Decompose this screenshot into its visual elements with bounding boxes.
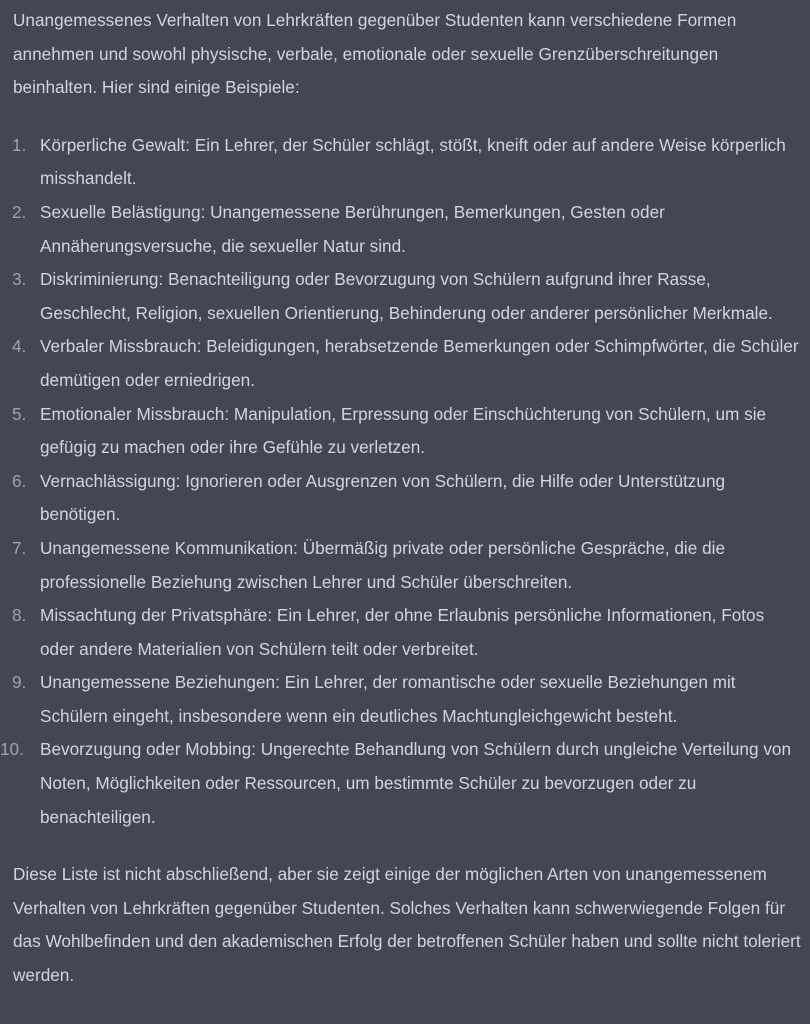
list-item bbox=[13, 465, 803, 532]
list-item bbox=[0, 733, 803, 834]
list-item-number: 5. bbox=[12, 403, 27, 424]
list-item-number: 7. bbox=[12, 537, 27, 558]
list-item bbox=[13, 330, 803, 397]
list-item-text: Unangemessene Beziehungen: Ein Lehrer, der romantische oder sexuelle Beziehungen mit Schülern eingeht, insbesondere wenn ein deutliches Machtungleichgewicht besteht. bbox=[40, 672, 736, 726]
list-item bbox=[13, 196, 803, 263]
list-item bbox=[13, 666, 803, 733]
list-item-number: 10. bbox=[0, 739, 24, 760]
outro-paragraph: Diese Liste ist nicht abschließend, aber sie zeigt einige der möglichen Arten von unangemessenem Verhalten von Lehrkräften gegenüber Studenten. Solches Verhalten kann schwerwiegende Folgen für das Wohlbefinden und den akademischen Erfolg der betroffenen Schüler haben und sollte nicht toleriert werden. bbox=[13, 864, 801, 986]
assistant-message bbox=[0, 4, 803, 993]
list-item-text: Emotionaler Missbrauch: Manipulation, Erpressung oder Einschüchterung von Schülern, um sie gefügig zu machen oder ihre Gefühle zu verletzen. bbox=[40, 403, 767, 458]
list-item-text: Vernachlässigung: Ignorieren oder Ausgrenzen von Schülern, die Hilfe oder Unterstützung benötigen. bbox=[40, 470, 726, 525]
list-item-number: 9. bbox=[12, 672, 27, 693]
list-item-number: 6. bbox=[12, 470, 27, 491]
list-item-number: 4. bbox=[12, 336, 27, 357]
list-item bbox=[13, 599, 803, 666]
list-item bbox=[13, 398, 803, 465]
list-item bbox=[13, 129, 803, 196]
list-item bbox=[13, 263, 803, 330]
list-item-text: Bevorzugung oder Mobbing: Ungerechte Behandlung von Schülern durch ungleiche Verteilung von Noten, Möglichkeiten oder Ressourcen, um bestimmte Schüler zu bevorzugen oder zu benachteiligen. bbox=[40, 739, 792, 827]
examples-list bbox=[0, 129, 803, 834]
list-item-text: Diskriminierung: Benachteiligung oder Bevorzugung von Schülern aufgrund ihrer Rasse, Geschlecht, Religion, sexuellen Orientierung, Behinderung oder anderer persönlicher Merkmale. bbox=[40, 269, 773, 323]
list-item-number: 8. bbox=[12, 605, 27, 626]
list-item-text: Unangemessene Kommunikation: Übermäßig private oder persönliche Gespräche, die die professionelle Beziehung zwischen Lehrer und Schüler überschreiten. bbox=[40, 537, 725, 592]
list-item-text: Sexuelle Belästigung: Unangemessene Berührungen, Bemerkungen, Gesten oder Annäherungsversuche, die sexueller Natur sind. bbox=[40, 201, 665, 256]
intro-paragraph: Unangemessenes Verhalten von Lehrkräften gegenüber Studenten kann verschiedene Formen annehmen und sowohl physische, verbale, emotionale oder sexuelle Grenzüberschreitungen beinhalten. Hier sind einige Beispiele: bbox=[13, 10, 737, 98]
list-item-text: Körperliche Gewalt: Ein Lehrer, der Schüler schlägt, stößt, kneift oder auf andere Weise körperlich misshandelt. bbox=[40, 134, 786, 189]
list-item-number: 1. bbox=[12, 134, 27, 155]
list-item-text: Missachtung der Privatsphäre: Ein Lehrer, der ohne Erlaubnis persönliche Informationen, Fotos oder andere Materialien von Schülern teilt oder verbreitet. bbox=[40, 605, 765, 659]
list-item-number: 2. bbox=[12, 201, 27, 222]
list-item-text: Verbaler Missbrauch: Beleidigungen, herabsetzende Bemerkungen oder Schimpfwörter, die Schüler demütigen oder erniedrigen. bbox=[40, 336, 799, 390]
list-item-number: 3. bbox=[12, 269, 27, 290]
list-item bbox=[13, 532, 803, 599]
